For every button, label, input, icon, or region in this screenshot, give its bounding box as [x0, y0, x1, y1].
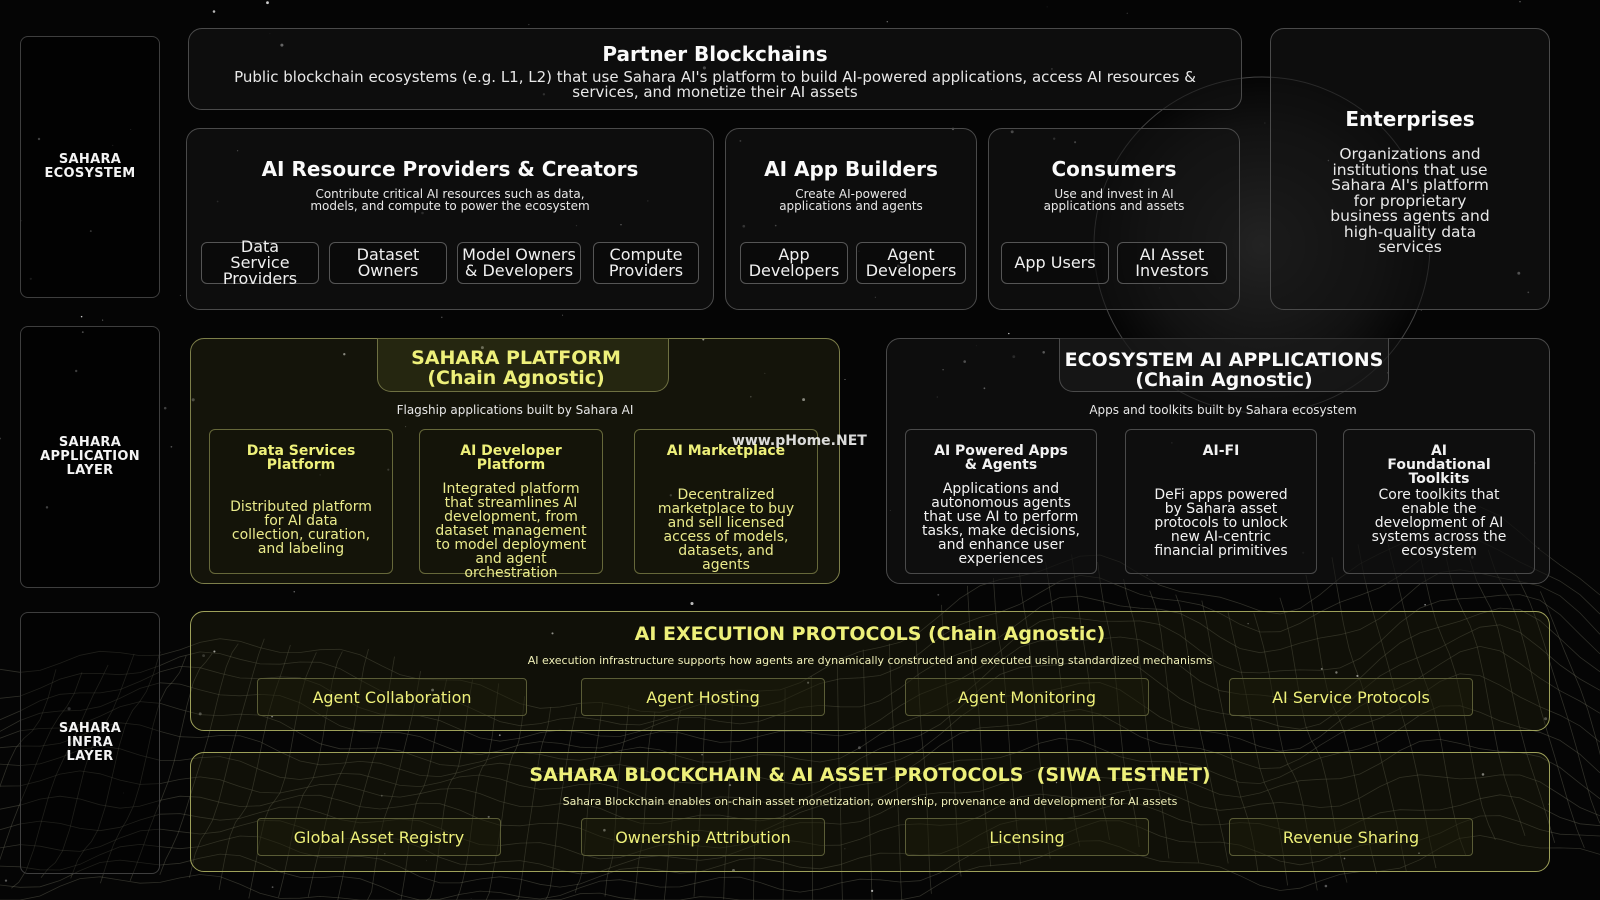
- star: [690, 602, 693, 605]
- star: [471, 898, 472, 899]
- pill-app-developers: App Developers: [740, 242, 848, 284]
- consumers-desc: Use and invest in AI applications and assets: [1043, 187, 1185, 213]
- protocol-agent-hosting: Agent Hosting: [581, 678, 825, 716]
- consumers-title: Consumers: [1051, 157, 1177, 181]
- app-builders-box: [725, 128, 977, 310]
- protocol-ai-service-protocols: AI Service Protocols: [1229, 678, 1473, 716]
- watermark-text: www.pHome.NET: [732, 433, 867, 449]
- asset-ownership-attribution: Ownership Attribution: [581, 818, 825, 856]
- enterprises-box: [1270, 28, 1550, 310]
- execution-protocols-desc: AI execution infrastructure supports how agents are dynamically constructed and executed using standardized mechanisms: [527, 654, 1213, 667]
- star: [102, 320, 103, 321]
- consumers-box: [988, 128, 1240, 310]
- star: [1008, 333, 1009, 334]
- star: [1127, 13, 1128, 14]
- card-ai-fi-desc: DeFi apps powered by Sahara asset protocols to unlock new AI-centric financial primitives: [1154, 487, 1288, 559]
- asset-licensing: Licensing: [905, 818, 1149, 856]
- pill-model-owners: Model Owners & Developers: [457, 242, 581, 284]
- pill-ai-asset-investors: AI Asset Investors: [1117, 242, 1227, 284]
- star: [164, 407, 167, 410]
- pill-dataset-owners: Dataset Owners: [329, 242, 447, 284]
- card-ai-foundational-toolkits: [1343, 429, 1535, 574]
- card-ai-developer-platform: [419, 429, 603, 581]
- card-ai-powered-apps-desc: Applications and autonomous agents that use AI to perform tasks, make decisions, and enhance user experiences: [921, 481, 1080, 567]
- enterprises-title: Enterprises: [1345, 107, 1475, 131]
- card-data-services-title: Data Services Platform: [246, 443, 356, 473]
- card-ai-marketplace-desc: Decentralized marketplace to buy and sell licensed access of models, datasets, and agents: [657, 487, 795, 573]
- resource-providers-box: [186, 128, 714, 310]
- sahara-platform-title: SAHARA PLATFORM (Chain Agnostic): [411, 347, 621, 389]
- card-ai-marketplace-title: AI Marketplace: [666, 443, 786, 459]
- card-ai-powered-apps-title: AI Powered Apps & Agents: [934, 443, 1068, 473]
- blockchain-protocols-title: SAHARA BLOCKCHAIN & AI ASSET PROTOCOLS (SIWA TESTNET): [529, 764, 1211, 786]
- card-ai-fi-title: AI-FI: [1202, 443, 1240, 459]
- card-ai-developer-desc: Integrated platform that streamlines AI development, from dataset management to model deployment and agent orchestration: [435, 481, 587, 581]
- app-builders-desc: Create AI-powered applications and agents: [779, 187, 923, 213]
- partner-blockchains-box: [188, 28, 1242, 110]
- protocol-agent-collaboration: Agent Collaboration: [257, 678, 527, 716]
- star: [441, 317, 442, 318]
- star: [266, 1, 269, 4]
- resource-providers-desc: Contribute critical AI resources such as data, models, and compute to power the ecosystem: [310, 187, 590, 213]
- star: [213, 10, 216, 13]
- sahara-platform-desc: Flagship applications built by Sahara AI: [396, 403, 634, 417]
- ecosystem-apps-desc: Apps and toolkits built by Sahara ecosystem: [1089, 403, 1357, 417]
- star: [171, 446, 173, 448]
- card-ai-toolkits-desc: Core toolkits that enable the development of AI systems across the ecosystem: [1371, 487, 1507, 559]
- ecosystem-apps-title: ECOSYSTEM AI APPLICATIONS (Chain Agnostic): [1064, 349, 1384, 391]
- star: [529, 24, 530, 25]
- star: [887, 21, 888, 22]
- card-data-services-desc: Distributed platform for AI data collection, curation, and labeling: [230, 499, 372, 557]
- star: [1325, 885, 1328, 888]
- execution-protocols-title: AI EXECUTION PROTOCOLS (Chain Agnostic): [634, 623, 1106, 645]
- star: [562, 315, 563, 316]
- star: [1519, 1, 1520, 2]
- side-label-ecosystem: SAHARA ECOSYSTEM: [20, 36, 160, 298]
- partner-blockchains-title: Partner Blockchains: [602, 42, 828, 66]
- pill-compute-providers: Compute Providers: [593, 242, 699, 284]
- card-ai-powered-apps: [905, 429, 1097, 574]
- card-data-services-platform: [209, 429, 393, 574]
- star: [1047, 7, 1048, 8]
- app-builders-title: AI App Builders: [764, 157, 938, 181]
- star: [81, 316, 83, 318]
- side-label-infra: SAHARA INFRA LAYER: [20, 612, 160, 874]
- star: [845, 379, 846, 380]
- blockchain-protocols-box: [190, 752, 1550, 872]
- side-label-application: SAHARA APPLICATION LAYER: [20, 326, 160, 588]
- card-ai-toolkits-title: AI Foundational Toolkits: [1387, 443, 1491, 487]
- star: [1424, 604, 1426, 606]
- pill-data-service-providers: Data Service Providers: [201, 242, 319, 284]
- ecosystem-apps-box: [886, 338, 1550, 584]
- resource-providers-title: AI Resource Providers & Creators: [261, 157, 639, 181]
- star: [499, 734, 501, 736]
- star: [180, 295, 181, 296]
- star: [294, 591, 295, 592]
- star: [5, 879, 7, 881]
- enterprises-desc: Organizations and institutions that use Sahara AI's platform for proprietary business agents and high-quality data services: [1330, 145, 1490, 256]
- execution-protocols-box: [190, 611, 1550, 731]
- asset-global-asset-registry: Global Asset Registry: [257, 818, 501, 856]
- pill-app-users: App Users: [1001, 242, 1109, 284]
- blockchain-protocols-desc: Sahara Blockchain enables on-chain asset monetization, ownership, provenance and development for AI assets: [562, 795, 1178, 808]
- star: [0, 438, 1, 440]
- card-ai-developer-title: AI Developer Platform: [460, 443, 562, 473]
- card-ai-fi: [1125, 429, 1317, 574]
- pill-agent-developers: Agent Developers: [856, 242, 966, 284]
- partner-blockchains-desc: Public blockchain ecosystems (e.g. L1, L2) that use Sahara AI's platform to build AI-powered applications, access AI resources & services, and monetize their AI assets: [234, 68, 1196, 101]
- sahara-platform-box: [190, 338, 840, 584]
- asset-revenue-sharing: Revenue Sharing: [1229, 818, 1473, 856]
- star: [272, 886, 274, 888]
- card-ai-marketplace: [634, 429, 818, 574]
- protocol-agent-monitoring: Agent Monitoring: [905, 678, 1149, 716]
- star: [937, 594, 939, 596]
